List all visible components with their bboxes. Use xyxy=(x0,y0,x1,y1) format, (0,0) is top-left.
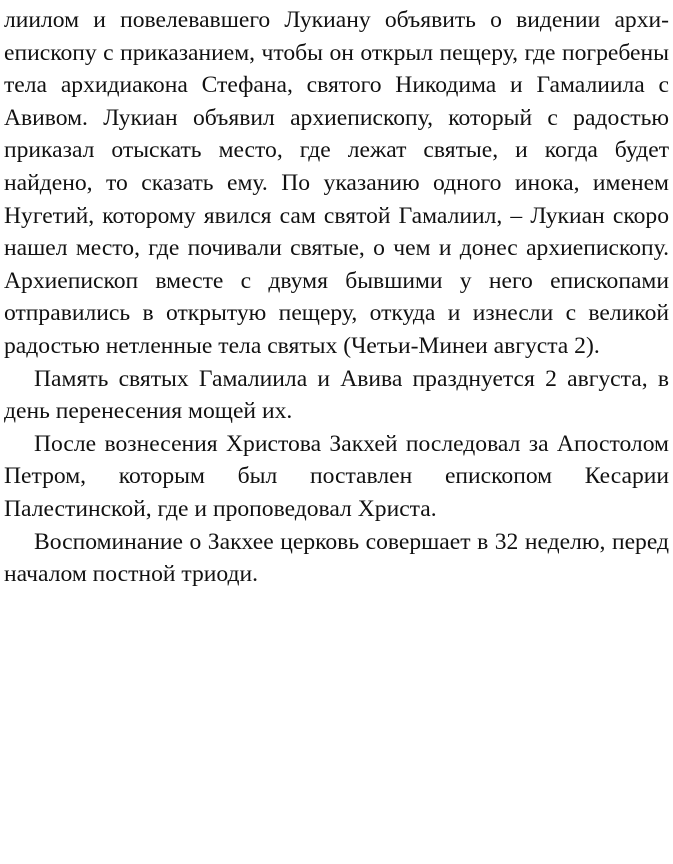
paragraph-zacchaeus-commemoration: Воспоминание о Закхее церковь совершает в 32 неделю, перед началом постной триоди. xyxy=(4,528,669,588)
paragraph-gamaliel-feast: Память святых Гамалиила и Авива празднуется 2 августа, в день перенесения мощей их. xyxy=(4,365,669,425)
paragraph-zacchaeus-bishop: После вознесения Христова Закхей последовал за Апостолом Петром, которым был поставлен епископом Кесарии Палестинской, где и проповедовал Христа. xyxy=(4,430,669,522)
page-text xyxy=(4,4,669,591)
paragraph-gamaliel-relics: лиилом и повелевавшего Лукиану объявить о видении архиепископу с приказанием, чтобы он открыл пещеру, где погребены тела архидиакона Стефана, святого Никодима и Гамалиила с Авивом. Лукиан объявил архиепископу, который с радостью приказал отыскать место, где лежат святые, и когда будет найдено, то сказать ему. По указанию одного инока, именем Нугетий, которому явился сам святой Гамалиил, – Лукиан скоро нашел место, где почивали святые, о чем и донес архиепископу. Архиепископ вместе с двумя бывшими у него епископами отправились в открытую пещеру, откуда и изнесли с великой радостью нетленные тела святых (Четьи-Минеи августа 2). xyxy=(4,7,669,359)
